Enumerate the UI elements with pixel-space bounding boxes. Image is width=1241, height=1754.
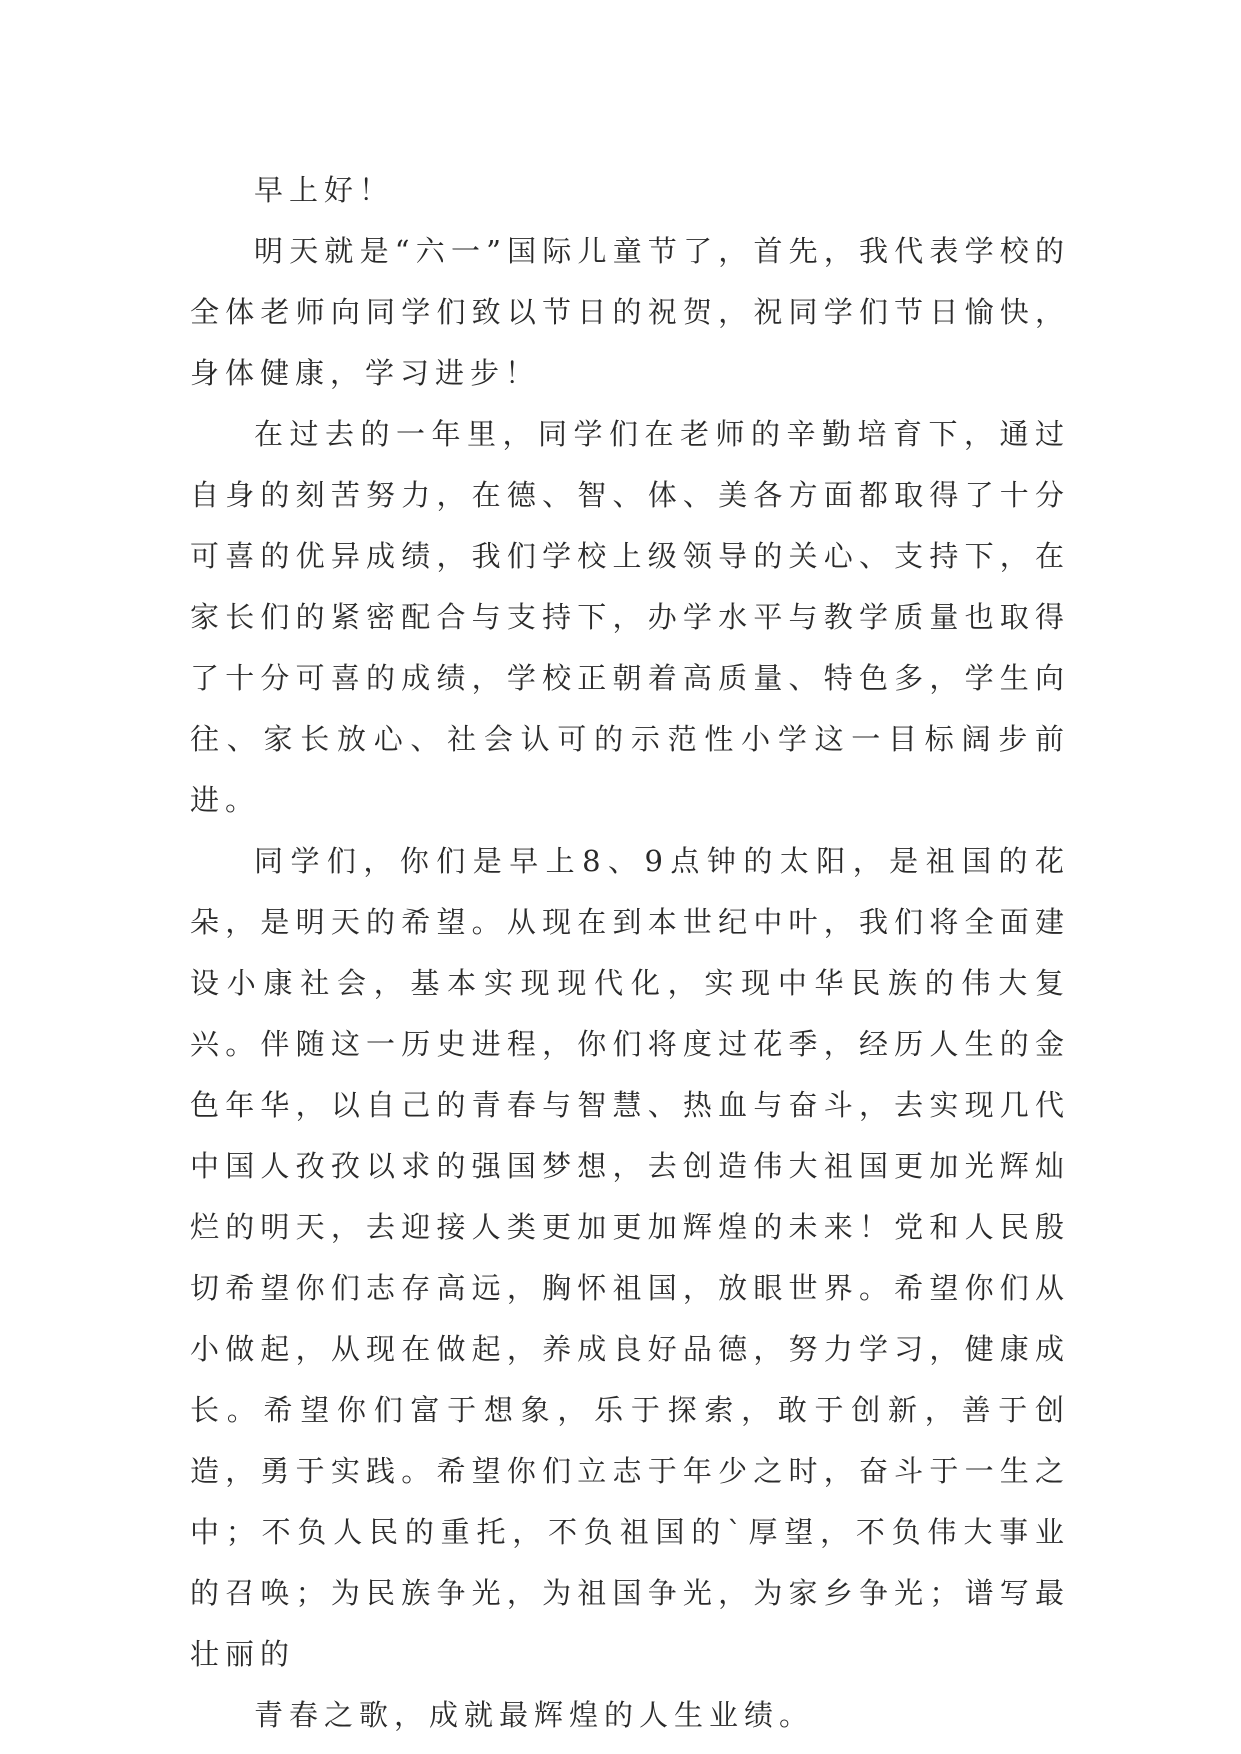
- paragraph-closing: 青春之歌，成就最辉煌的人生业绩。: [254, 1698, 815, 1732]
- document-body: [190, 160, 1070, 1746]
- paragraph-hopes-for-students: 同学们，你们是早上8、9点钟的太阳，是祖国的花朵，是明天的希望。从现在到本世纪中叶，我们将全面建设小康社会，基本实现现代化，实现中华民族的伟大复兴。伴随这一历史进程，你们将度过花季，经历人生的金色年华，以自己的青春与智慧、热血与奋斗，去实现几代中国人孜孜以求的强国梦想，去创造伟大祖国更加光辉灿烂的明天，去迎接人类更加更加辉煌的未来！党和人民殷切希望你们志存高远，胸怀祖国，放眼世界。希望你们从小做起，从现在做起，养成良好品德，努力学习，健康成长。希望你们富于想象，乐于探索，敢于创新，善于创造，勇于实践。希望你们立志于年少之时，奋斗于一生之中；不负人民的重托，不负祖国的`厚望，不负伟大事业的召唤；为民族争光，为祖国争光，为家乡争光；谱写最壮丽的: [190, 844, 1070, 1671]
- paragraph-greeting: 早上好！: [254, 173, 395, 207]
- paragraph-childrens-day-wishes: 明天就是“六一”国际儿童节了，首先，我代表学校的全体老师向同学们致以节日的祝贺，祝同学们节日愉快，身体健康，学习进步！: [190, 234, 1070, 390]
- paragraph-past-year-achievements: 在过去的一年里，同学们在老师的辛勤培育下，通过自身的刻苦努力，在德、智、体、美各方面都取得了十分可喜的优异成绩，我们学校上级领导的关心、支持下，在家长们的紧密配合与支持下，办学水平与教学质量也取得了十分可喜的成绩，学校正朝着高质量、特色多，学生向往、家长放心、社会认可的示范性小学这一目标阔步前进。: [190, 417, 1070, 817]
